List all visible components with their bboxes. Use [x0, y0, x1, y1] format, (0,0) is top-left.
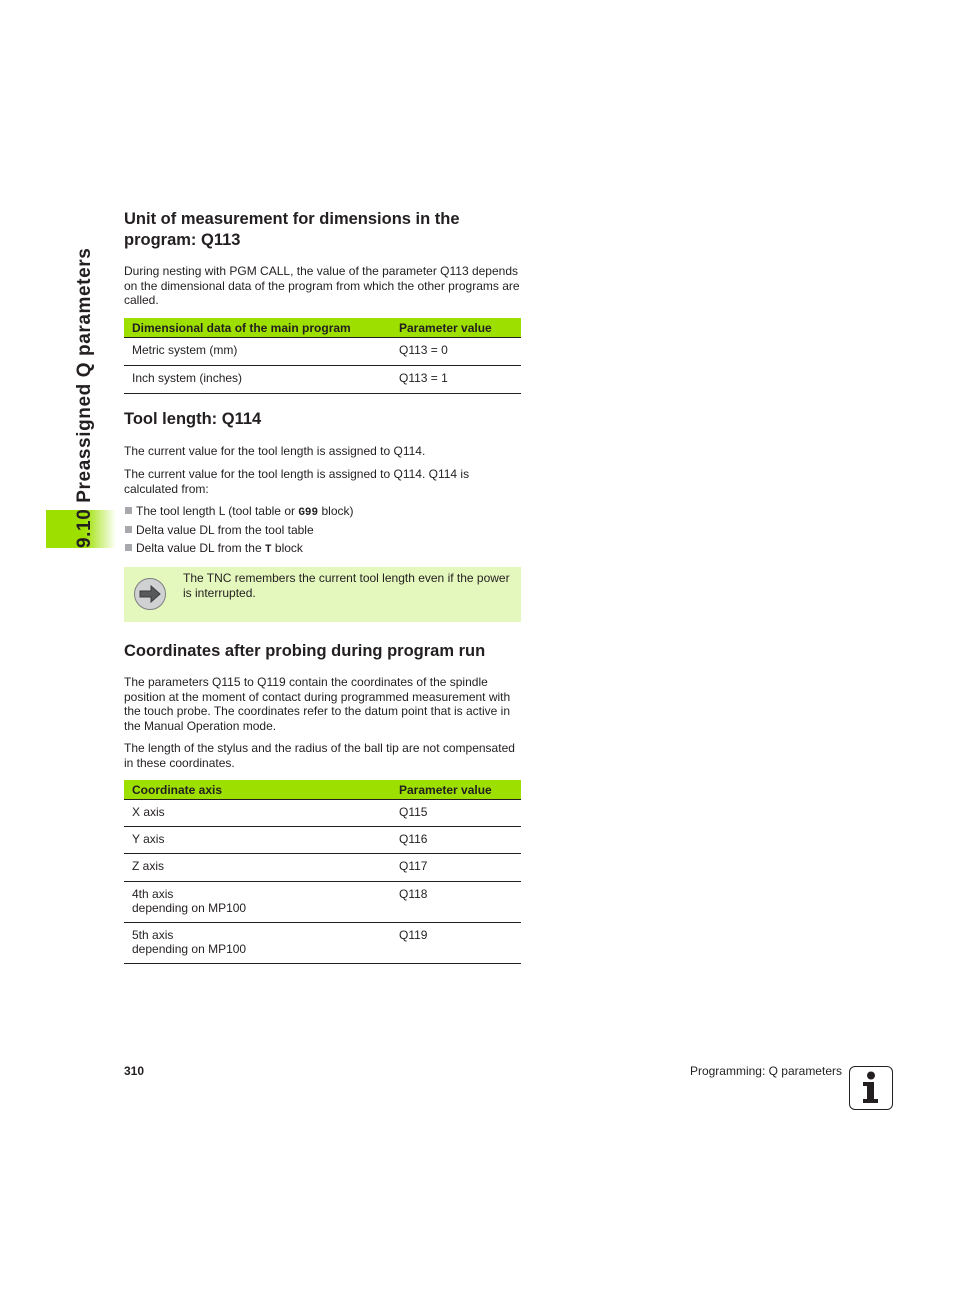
list-item: Delta value DL from the tool table — [124, 523, 521, 542]
table-header-cell: Dimensional data of the main program — [124, 318, 391, 338]
table-cell: Q116 — [391, 827, 521, 854]
table-row — [124, 923, 521, 964]
table-header-row — [124, 780, 521, 800]
table-cell: Q119 — [391, 923, 521, 964]
note-text: The TNC remembers the current tool length even if the power is interrupted. — [183, 571, 510, 600]
table-row — [124, 366, 521, 394]
table-header-row — [124, 318, 521, 338]
note-box — [124, 567, 521, 622]
footer-title: Programming: Q parameters — [689, 1064, 842, 1078]
paragraph-q114-1: The current value for the tool length is assigned to Q114. — [124, 444, 426, 458]
square-bullet-icon — [125, 544, 132, 551]
paragraph-q113: During nesting with PGM CALL, the value of the parameter Q113 depends on the dimensional data of the program from which the other programs are called. — [124, 264, 520, 307]
table-cell: X axis — [124, 800, 391, 827]
table-cell: Q113 = 1 — [391, 366, 521, 394]
table-row — [124, 882, 521, 923]
paragraph-probing-2: The length of the stylus and the radius of the ball tip are not compensated in these coordinates. — [124, 741, 515, 770]
table-header-cell: Coordinate axis — [124, 780, 391, 800]
bullet-list — [124, 504, 521, 560]
table-cell: Q113 = 0 — [391, 338, 521, 366]
arrow-right-icon — [134, 578, 166, 610]
table-cell: Z axis — [124, 854, 391, 882]
table-cell: Q115 — [391, 800, 521, 827]
table-cell: Inch system (inches) — [124, 366, 391, 394]
square-bullet-icon — [125, 507, 132, 514]
section-heading-probing: Coordinates after probing during program run — [124, 642, 486, 660]
table-row — [124, 827, 521, 854]
chapter-title: 9.10 Preassigned Q parameters — [74, 247, 95, 548]
square-bullet-icon — [125, 526, 132, 533]
table-cell: Y axis — [124, 827, 391, 854]
list-item: Delta value DL from the T block — [124, 541, 521, 560]
list-item: The tool length L (tool table or G99 block) — [124, 504, 521, 523]
page-number: 310 — [124, 1064, 145, 1078]
table-cell: 4th axis depending on MP100 — [124, 882, 391, 923]
paragraph-q114-2: The current value for the tool length is assigned to Q114. Q114 is calculated from: — [124, 467, 470, 496]
info-icon — [849, 1066, 893, 1110]
table-q113 — [124, 318, 521, 394]
section-heading-q113: Unit of measurement for dimensions in the program: Q113 — [124, 210, 460, 249]
table-cell: 5th axis depending on MP100 — [124, 923, 391, 964]
table-cell: Q117 — [391, 854, 521, 882]
section-heading-q114: Tool length: Q114 — [124, 410, 262, 428]
table-header-cell: Parameter value — [391, 318, 521, 338]
paragraph-probing-1: The parameters Q115 to Q119 contain the coordinates of the spindle position at the moment of contact during programmed measurement with the touch probe. The coordinates refer to the datum point that is active in the Manual Operation mode. — [124, 675, 511, 733]
table-cell: Metric system (mm) — [124, 338, 391, 366]
table-row — [124, 854, 521, 882]
table-coordinates — [124, 780, 521, 964]
table-row — [124, 800, 521, 827]
table-cell: Q118 — [391, 882, 521, 923]
table-row — [124, 338, 521, 366]
table-header-cell: Parameter value — [391, 780, 521, 800]
